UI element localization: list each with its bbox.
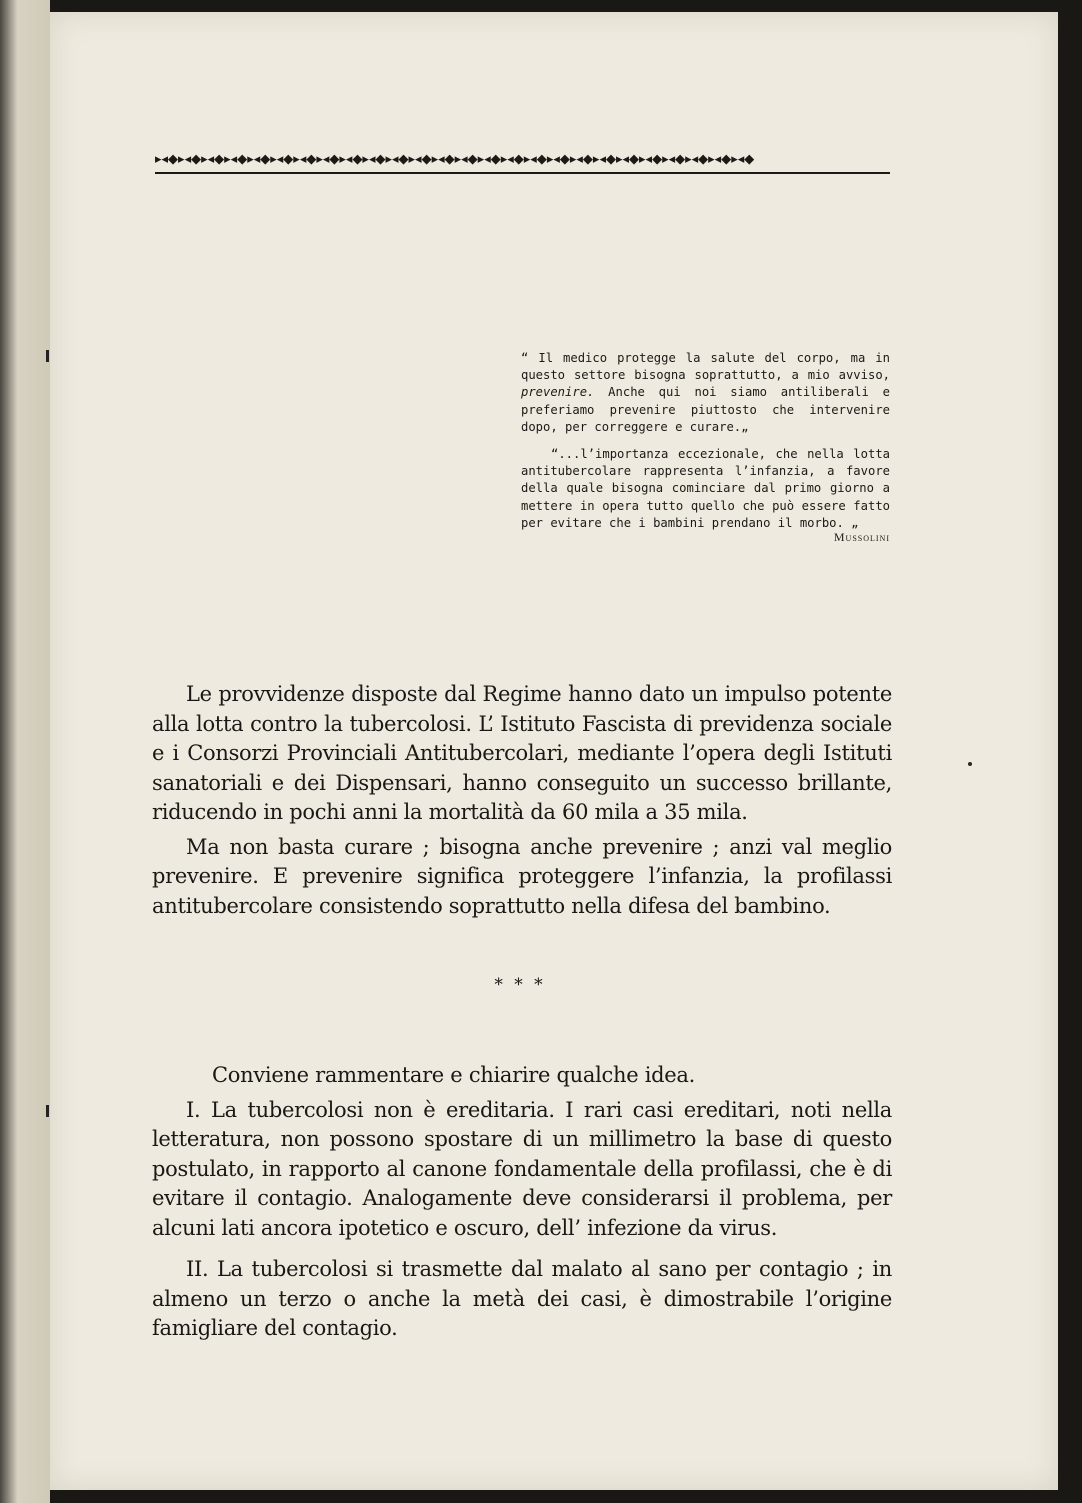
epigraph-quote — [521, 350, 890, 532]
section-1 — [152, 680, 892, 921]
section-2 — [152, 1061, 892, 1344]
margin-mark — [46, 1105, 49, 1117]
quote-signature: Mussolini — [833, 530, 890, 544]
paragraph: Conviene rammentare e chiarire qualche idea. — [212, 1063, 696, 1087]
paragraph: II. La tubercolosi si trasmette dal malato al sano per contagio ; in almeno un terzo o anche la metà dei casi, è dimostrabile l’origine famigliare del contagio. — [152, 1257, 892, 1340]
ornamental-border: ▸◂◆▸◂◆▸◂◆▸◂◆▸◂◆▸◂◆▸◂◆▸◂◆▸◂◆▸◂◆▸◂◆▸◂◆▸◂◆▸◂◆▸◂◆▸◂◆▸◂◆▸◂◆▸◂◆▸◂◆▸◂◆▸◂◆▸◂◆▸◂◆▸◂◆▸◂◆ — [155, 152, 755, 167]
paragraph: Ma non basta curare ; bisogna anche prevenire ; anzi val meglio prevenire. E prevenire significa proteggere l’infanzia, la profilassi antitubercolare consistendo soprattutto nella difesa del bambino. — [152, 834, 892, 918]
quote-paragraph-2: “...l’importanza eccezionale, che nella lotta antitubercolare rappresenta l’infanzia, a favore della quale bisogna cominciare dal primo giorno a mettere in opera tutto quello che può essere fatto per evitare che i bambini prendano il morbo. „ — [521, 447, 890, 530]
paragraph: Le provvidenze disposte dal Regime hanno dato un impulso potente alla lotta contro la tubercolosi. L’ Istituto Fascista di previdenza sociale e i Consorzi Provinciali Antitubercolari, mediante l’opera degli Istituti sanatoriali e dei Dispensari, hanno conseguito un successo brillante, riducendo in pochi anni la mortalità da 60 mila a 35 mila. — [152, 682, 892, 824]
margin-mark — [46, 350, 49, 362]
adjacent-page-edge — [0, 0, 50, 1503]
paper-speck — [968, 762, 972, 766]
paragraph: I. La tubercolosi non è ereditaria. I rari casi ereditari, noti nella letteratura, non possono spostare di un millimetro la base di questo postulato, in rapporto al canone fondamentale della profilassi, che è di evitare il contagio. Analogamente deve considerarsi il problema, per alcuni lati ancora ipotetico e oscuro, dell’ infezione da virus. — [152, 1097, 892, 1240]
ornamental-rule — [155, 172, 890, 174]
section-separator: * * * — [494, 975, 546, 995]
quote-paragraph-1: “ Il medico protegge la salute del corpo, ma in questo settore bisogna soprattutto, a mio avviso, prevenire. Anche qui noi siamo antiliberali e preferiamo prevenire piuttosto che intervenire dopo, per correggere e curare.„ — [521, 351, 890, 434]
